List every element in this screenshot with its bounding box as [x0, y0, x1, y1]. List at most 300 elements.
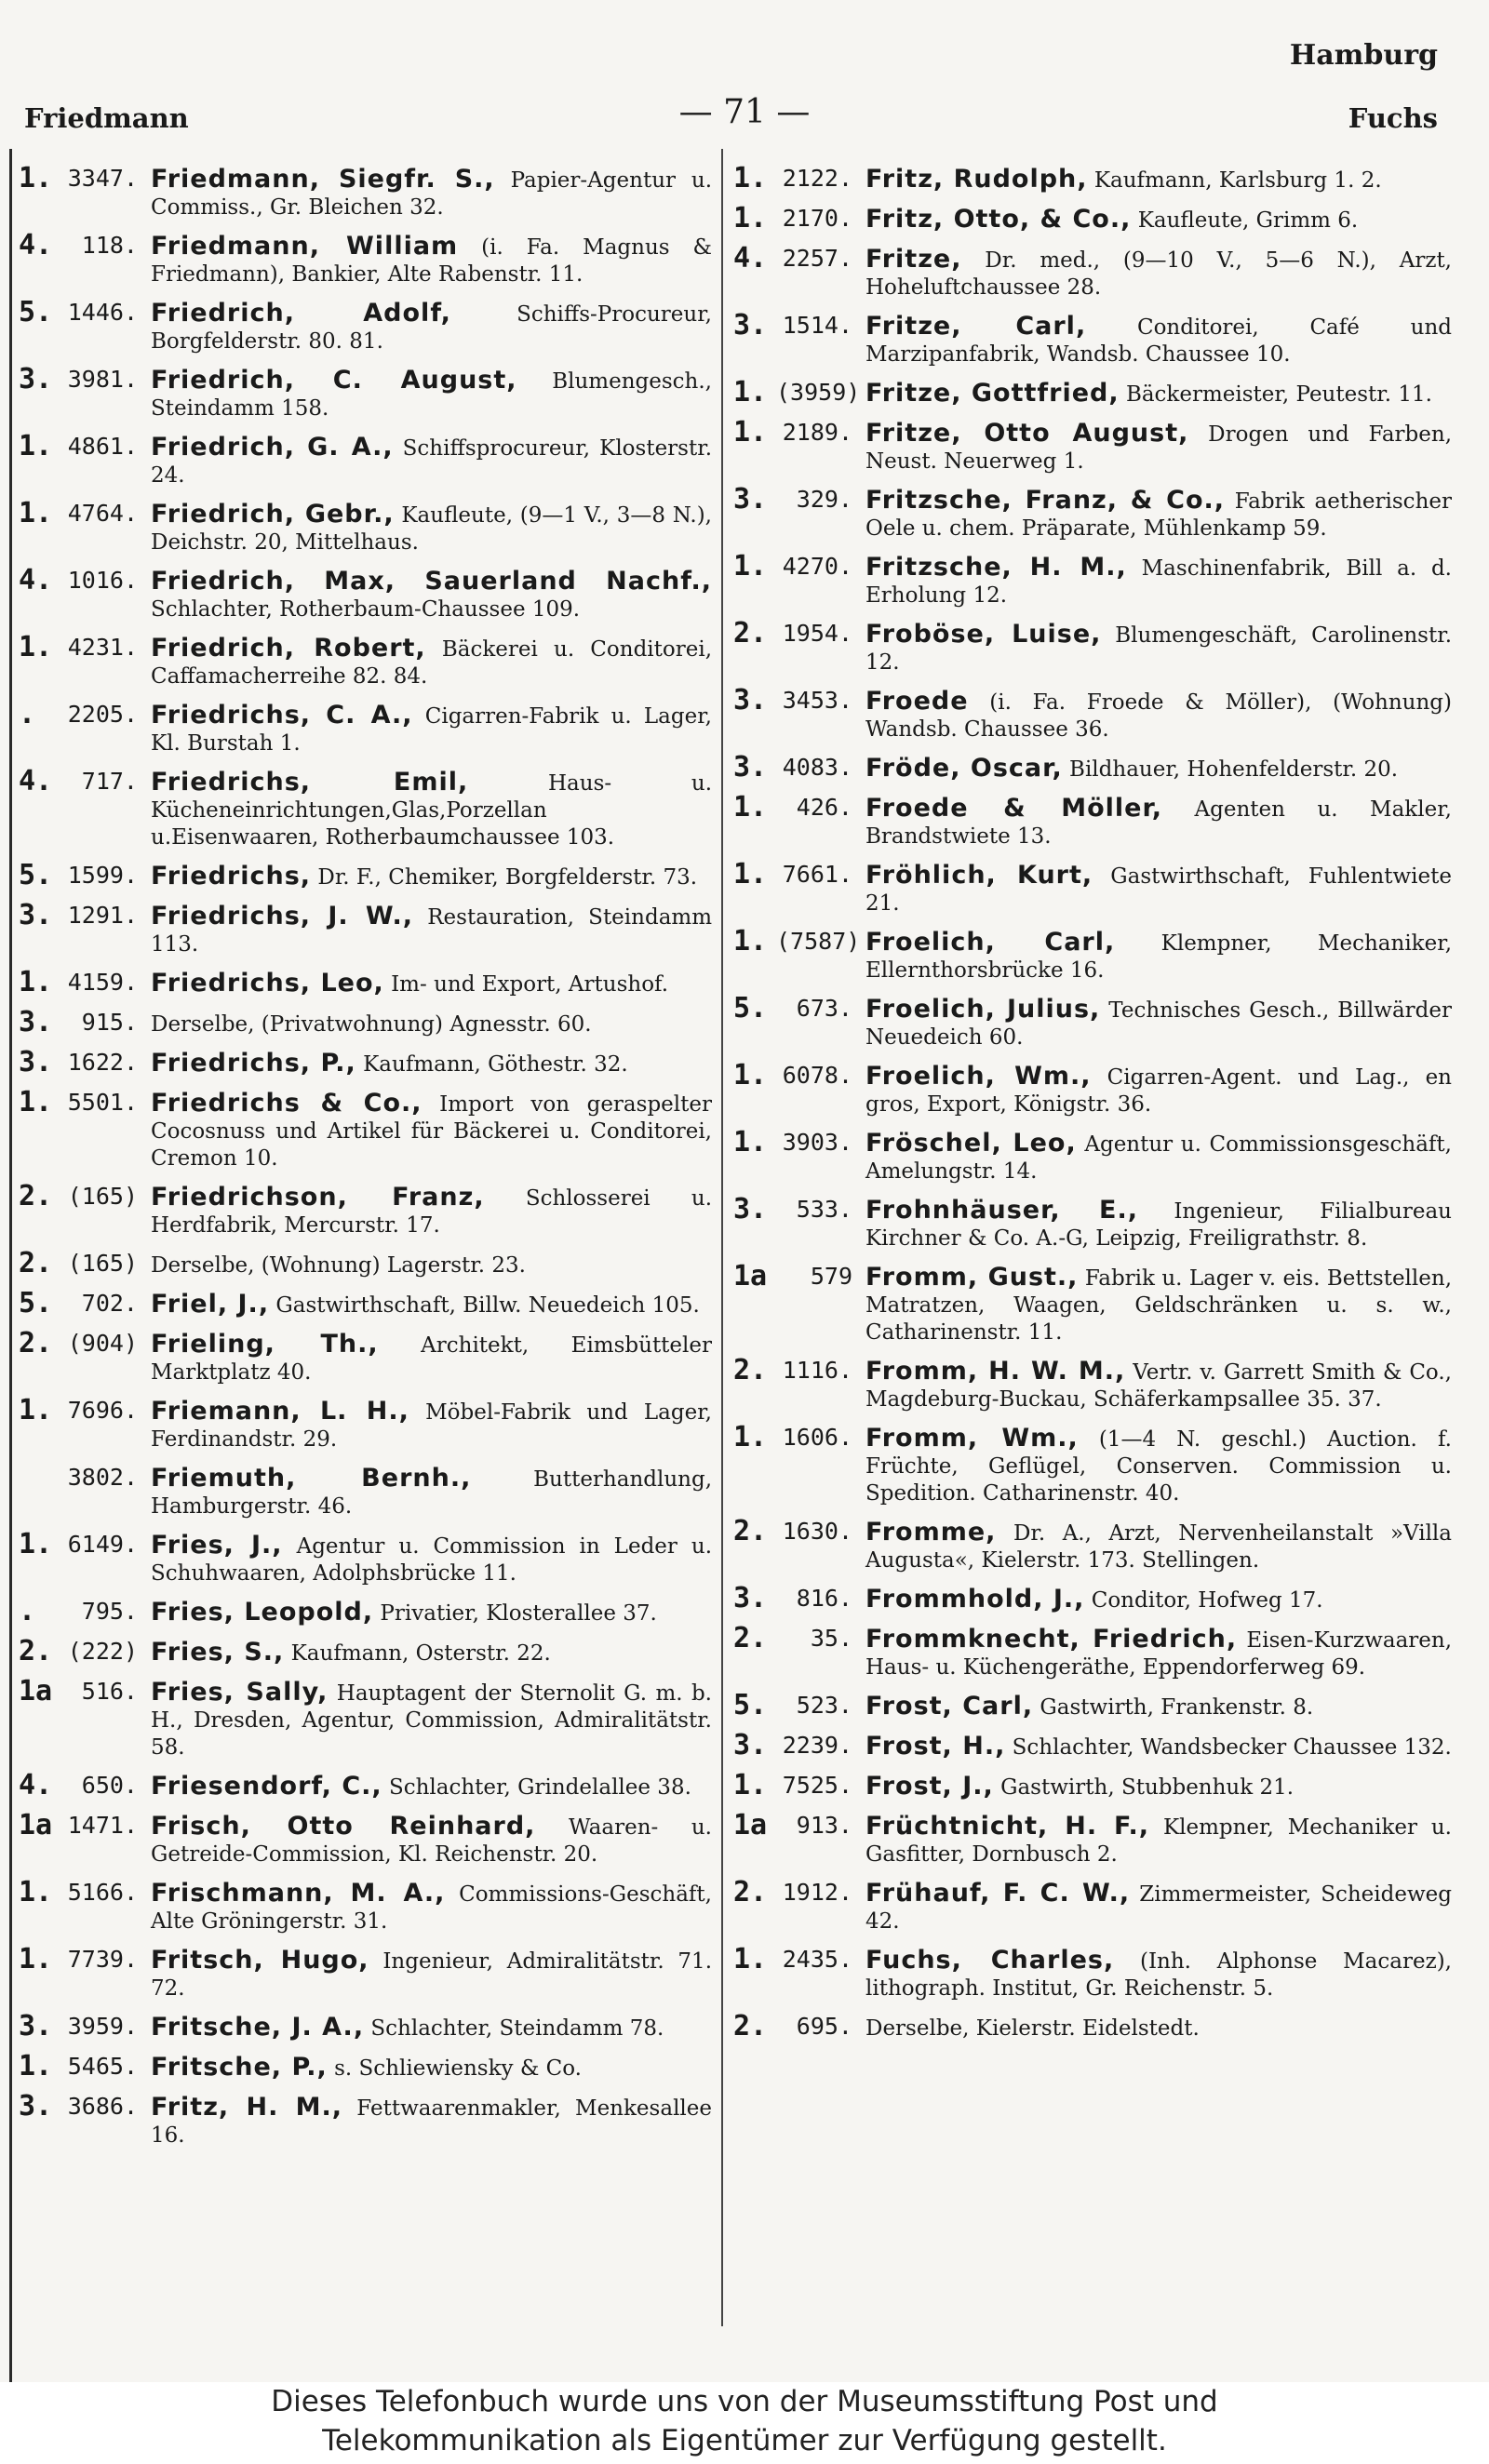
- phone-number: 1116.: [782, 1357, 852, 1384]
- entry-text: [151, 230, 712, 288]
- directory-entry: [733, 377, 1452, 408]
- directory-entry: [19, 766, 712, 851]
- entry-text: [865, 1060, 1452, 1118]
- entry-text: [865, 163, 1452, 194]
- exchange-zone: 2.: [733, 2010, 768, 2042]
- subscriber-name: Friedmann, Siegfr. S.,: [151, 165, 495, 194]
- directory-entry: [19, 1007, 712, 1038]
- exchange-zone: .: [19, 1595, 36, 1627]
- subscriber-details: Bildhauer, Hohenfelderstr. 20.: [1069, 757, 1399, 782]
- exchange-zone: 4.: [19, 1769, 53, 1801]
- phone-number: 7525.: [782, 1772, 852, 1799]
- directory-entry: [733, 618, 1452, 676]
- subscriber-name: Fuchs, Charles,: [865, 1946, 1115, 1975]
- phone-number: (222): [67, 1638, 138, 1665]
- subscriber-details: Möbel-Fabrik und Lager, Ferdinandstr. 29.: [151, 1400, 712, 1452]
- directory-entry: [19, 1047, 712, 1078]
- phone-number: 1599.: [67, 862, 138, 889]
- phone-number: 3959.: [67, 2013, 138, 2040]
- entry-text: [151, 632, 712, 690]
- directory-entry: [733, 1770, 1452, 1801]
- phone-number: 816.: [796, 1585, 852, 1612]
- phone-number: 1016.: [67, 567, 138, 594]
- entry-text: [151, 1087, 712, 1172]
- city-header: Hamburg: [1289, 39, 1438, 72]
- entry-text: [865, 1422, 1452, 1507]
- subscriber-name: Fritsch, Hugo,: [151, 1946, 369, 1975]
- subscriber-details: Fabrik aetherischer Oele u. chem. Präparate, Mühlenkamp 59.: [865, 489, 1452, 541]
- subscriber-details: Kaufmann, Karlsburg 1. 2.: [1093, 168, 1382, 193]
- entry-text: [865, 484, 1452, 542]
- phone-number: (165): [67, 1250, 138, 1277]
- exchange-zone: 3.: [733, 1193, 768, 1225]
- entry-text: [865, 1194, 1452, 1252]
- subscriber-name: Froelich, Wm.,: [865, 1062, 1092, 1091]
- subscriber-name: Fritze, Otto August,: [865, 419, 1189, 448]
- subscriber-name: Froede & Möller,: [865, 794, 1163, 823]
- subscriber-details: Privatier, Klosterallee 37.: [380, 1601, 657, 1626]
- exchange-zone: 2.: [19, 1635, 53, 1667]
- directory-entry: [733, 926, 1452, 984]
- exchange-zone: 3.: [733, 1582, 768, 1614]
- entry-text: [865, 203, 1452, 234]
- subscriber-name: Fries, Leopold,: [151, 1598, 374, 1627]
- phone-number: 2205.: [67, 701, 138, 728]
- entry-text: [865, 1770, 1452, 1801]
- right-column: [733, 163, 1452, 2051]
- entry-text: [865, 2011, 1452, 2042]
- phone-number: 2122.: [782, 165, 852, 192]
- phone-number: (904): [67, 1330, 138, 1357]
- exchange-zone: 1.: [733, 162, 768, 194]
- subscriber-name: Frisch, Otto Reinhard,: [151, 1812, 536, 1841]
- subscriber-details: Agenten u. Makler, Brandstwiete 13.: [865, 797, 1452, 849]
- directory-entry: [19, 1462, 712, 1520]
- entry-text: [865, 752, 1452, 783]
- subscriber-details: Kaufmann, Osterstr. 22.: [290, 1641, 551, 1666]
- phone-number: 1954.: [782, 620, 852, 647]
- exchange-zone: 3.: [19, 2010, 53, 2042]
- subscriber-details: Architekt, Eimsbütteler Marktplatz 40.: [151, 1333, 713, 1385]
- exchange-zone: 1.: [19, 966, 53, 998]
- exchange-zone: 3.: [733, 684, 768, 716]
- entry-text: [151, 1007, 712, 1038]
- directory-entry: [733, 1944, 1452, 2002]
- entry-text: [865, 1623, 1452, 1681]
- directory-entry: [19, 1877, 712, 1935]
- subscriber-details: Klempner, Mechaniker, Ellernthorsbrücke 16.: [865, 931, 1453, 983]
- subscriber-name: Fröschel, Leo,: [865, 1129, 1077, 1158]
- directory-entry: [733, 1194, 1452, 1252]
- phone-number: 4861.: [67, 433, 138, 460]
- exchange-zone: 5.: [19, 296, 53, 328]
- entry-text: [151, 1288, 712, 1319]
- entry-text: [865, 310, 1452, 368]
- subscriber-name: Fritz, Otto, & Co.,: [865, 205, 1132, 234]
- exchange-zone: 4.: [19, 229, 53, 261]
- entry-text: [151, 1676, 712, 1761]
- subscriber-name: Froböse, Luise,: [865, 620, 1102, 649]
- phone-number: 5465.: [67, 2053, 138, 2080]
- entry-text: [865, 243, 1452, 301]
- subscriber-details: (1—4 N. geschl.) Auction. f. Früchte, Geflügel, Conserven. Commission u. Spedition. Catharinenstr. 40.: [865, 1427, 1452, 1506]
- exchange-zone: 1.: [733, 1126, 768, 1158]
- subscriber-name: Frost, H.,: [865, 1732, 1006, 1761]
- subscriber-name: Fritze,: [865, 245, 962, 274]
- subscriber-details: Butterhandlung, Hamburgerstr. 46.: [151, 1467, 713, 1519]
- entry-text: [865, 1355, 1452, 1413]
- subscriber-name: Friedrichs, P.,: [151, 1049, 356, 1078]
- exchange-zone: 1.: [19, 631, 53, 663]
- page-number: — 71 —: [678, 93, 811, 131]
- entry-text: [151, 565, 712, 623]
- subscriber-details: Conditor, Hofweg 17.: [1091, 1588, 1323, 1613]
- directory-entry: [733, 2011, 1452, 2042]
- subscriber-details: Maschinenfabrik, Bill a. d. Erholung 12.: [865, 556, 1452, 608]
- phone-number: 2239.: [782, 1732, 852, 1759]
- subscriber-details: Schlachter, Steindamm 78.: [370, 2016, 664, 2041]
- directory-entry: [19, 163, 712, 221]
- directory-entry: [733, 551, 1452, 609]
- exchange-zone: 2.: [733, 1515, 768, 1547]
- phone-number: 650.: [81, 1772, 138, 1799]
- subscriber-details: (Inh. Alphonse Macarez), lithograph. Institut, Gr. Reichenstr. 5.: [865, 1949, 1452, 2001]
- phone-number: 533.: [796, 1196, 852, 1223]
- subscriber-details: Bäckerei u. Conditorei, Caffamacherreihe 82. 84.: [151, 637, 713, 689]
- exchange-zone: 1a: [19, 1809, 53, 1841]
- directory-entry: [19, 1636, 712, 1667]
- phone-number: 329.: [796, 486, 852, 513]
- subscriber-name: Friemann, L. H.,: [151, 1397, 409, 1426]
- subscriber-name: Friedrich, G. A.,: [151, 433, 394, 462]
- subscriber-details: Cigarren-Fabrik u. Lager, Kl. Burstah 1.: [151, 704, 712, 756]
- exchange-zone: 3.: [19, 899, 53, 931]
- subscriber-name: Friedrichs, C. A.,: [151, 701, 413, 730]
- subscriber-name: Friedrich, Gebr.,: [151, 500, 395, 529]
- directory-entry: [733, 163, 1452, 194]
- subscriber-name: Friedrich, Robert,: [151, 634, 426, 663]
- subscriber-details: Eisen-Kurzwaaren, Haus- u. Küchengeräthe, Eppendorferweg 69.: [865, 1628, 1453, 1680]
- left-column: [19, 163, 712, 2158]
- phone-number: 426.: [796, 794, 852, 821]
- exchange-zone: 1.: [733, 1421, 768, 1453]
- exchange-zone: 5.: [733, 1689, 768, 1721]
- phone-number: 2170.: [782, 205, 852, 232]
- directory-entry: [733, 1690, 1452, 1721]
- directory-entry: [19, 1529, 712, 1587]
- phone-number: 523.: [796, 1692, 852, 1719]
- subscriber-details: Commissions-Geschäft, Alte Gröningerstr. 31.: [151, 1882, 712, 1934]
- directory-entry: [19, 1248, 712, 1279]
- directory-entry: [733, 1060, 1452, 1118]
- subscriber-name: Fritzsche, H. M.,: [865, 553, 1127, 582]
- entry-text: [865, 1583, 1452, 1614]
- subscriber-details: Hauptagent der Sternolit G. m. b. H., Dresden, Agentur, Commission, Admiralitätstr. 58.: [151, 1681, 712, 1760]
- subscriber-name: Friedrichs,: [151, 862, 312, 891]
- subscriber-details: Waaren- u. Getreide-Commission, Kl. Reichenstr. 20.: [151, 1815, 712, 1867]
- directory-entry: [19, 230, 712, 288]
- phone-number: 1291.: [67, 902, 138, 929]
- phone-number: 702.: [81, 1290, 138, 1317]
- phone-number: 118.: [81, 232, 138, 259]
- footer-notice: [0, 2382, 1489, 2464]
- directory-entry: [733, 417, 1452, 475]
- phone-number: 4764.: [67, 500, 138, 527]
- subscriber-details: Schlachter, Grindelallee 38.: [388, 1775, 691, 1800]
- directory-entry: [19, 1328, 712, 1386]
- entry-text: [865, 618, 1452, 676]
- phone-number: 2435.: [782, 1946, 852, 1973]
- subscriber-name: Fröde, Oscar,: [865, 754, 1063, 783]
- entry-text: [151, 1462, 712, 1520]
- exchange-zone: 1.: [19, 1528, 53, 1560]
- directory-entry: [733, 993, 1452, 1051]
- subscriber-details: Derselbe, Kielerstr. Eidelstedt.: [865, 2016, 1200, 2041]
- phone-number: 3802.: [67, 1464, 138, 1491]
- directory-entry: [19, 2091, 712, 2149]
- directory-entry: [733, 1583, 1452, 1614]
- entry-text: [151, 1944, 712, 2002]
- directory-entry: [19, 1810, 712, 1868]
- subscriber-details: Schlosserei u. Herdfabrik, Mercurstr. 17.: [151, 1186, 713, 1238]
- entry-text: [151, 860, 712, 891]
- directory-entry: [733, 1127, 1452, 1185]
- directory-entry: [19, 967, 712, 998]
- subscriber-details: Import von geraspelter Cocosnuss und Artikel für Bäckerei u. Conditorei, Cremon 10.: [151, 1092, 712, 1171]
- directory-entry: [733, 1730, 1452, 1761]
- phone-number: 3453.: [782, 687, 852, 714]
- entry-text: [865, 1810, 1452, 1868]
- phone-number: 7661.: [782, 861, 852, 888]
- subscriber-details: Gastwirthschaft, Billw. Neuedeich 105.: [275, 1293, 700, 1318]
- exchange-zone: 1.: [733, 791, 768, 824]
- directory-entry: [19, 565, 712, 623]
- exchange-zone: 1.: [19, 1943, 53, 1975]
- exchange-zone: 2.: [733, 1876, 768, 1908]
- exchange-zone: 2.: [733, 1354, 768, 1386]
- phone-number: 579: [810, 1263, 852, 1290]
- directory-entry: [19, 860, 712, 891]
- subscriber-name: Friel, J.,: [151, 1290, 270, 1319]
- subscriber-details: Zimmermeister, Scheideweg 42.: [865, 1882, 1452, 1934]
- entry-text: [151, 1047, 712, 1078]
- entry-text: [865, 1127, 1452, 1185]
- exchange-zone: 2.: [19, 1247, 53, 1279]
- entry-text: [151, 1529, 712, 1587]
- entry-text: [151, 699, 712, 757]
- phone-number: 1471.: [67, 1812, 138, 1839]
- entry-text: [151, 766, 712, 851]
- subscriber-details: Dr. F., Chemiker, Borgfelderstr. 73.: [317, 865, 698, 890]
- subscriber-name: Fromm, Wm.,: [865, 1424, 1079, 1453]
- subscriber-details: Kaufmann, Göthestr. 32.: [363, 1052, 628, 1077]
- subscriber-name: Fritze, Gottfried,: [865, 379, 1120, 408]
- subscriber-details: Gastwirthschaft, Fuhlentwiete 21.: [865, 864, 1452, 916]
- entry-text: [151, 1596, 712, 1627]
- subscriber-name: Frischmann, M. A.,: [151, 1879, 446, 1908]
- exchange-zone: 1.: [733, 550, 768, 583]
- subscriber-name: Frost, Carl,: [865, 1692, 1034, 1721]
- exchange-zone: 3.: [733, 1729, 768, 1761]
- phone-number: 717.: [81, 768, 138, 795]
- entry-text: [151, 2051, 712, 2082]
- subscriber-name: Friedmann, William: [151, 232, 459, 261]
- entry-text: [865, 1261, 1452, 1346]
- exchange-zone: 2.: [733, 1622, 768, 1654]
- entry-text: [151, 1877, 712, 1935]
- phone-number: 4270.: [782, 553, 852, 580]
- subscriber-name: Frommhold, J.,: [865, 1585, 1085, 1614]
- exchange-zone: 3.: [733, 483, 768, 516]
- subscriber-details: (i. Fa. Magnus & Friedmann), Bankier, Alte Rabenstr. 11.: [151, 235, 712, 287]
- entry-text: [865, 926, 1452, 984]
- directory-entry: [733, 792, 1452, 850]
- exchange-zone: 1a: [733, 1809, 768, 1841]
- phone-number: 913.: [796, 1812, 852, 1839]
- directory-entry: [19, 632, 712, 690]
- phone-number: 673.: [796, 995, 852, 1022]
- subscriber-name: Frost, J.,: [865, 1772, 994, 1801]
- phone-number: 915.: [81, 1009, 138, 1036]
- exchange-zone: 3.: [19, 2090, 53, 2123]
- subscriber-details: Restauration, Steindamm 113.: [151, 905, 713, 957]
- entry-text: [151, 431, 712, 489]
- entry-text: [151, 2091, 712, 2149]
- subscriber-details: Dr. A., Arzt, Nervenheilanstalt »Villa Augusta«, Kielerstr. 173. Stellingen.: [865, 1521, 1452, 1573]
- subscriber-name: Fritz, Rudolph,: [865, 165, 1088, 194]
- phone-number: (165): [67, 1183, 138, 1210]
- phone-number: 1912.: [782, 1879, 852, 1906]
- directory-entry: [19, 498, 712, 556]
- exchange-zone: 3.: [733, 309, 768, 341]
- exchange-zone: 4.: [733, 242, 768, 275]
- entry-text: [151, 297, 712, 355]
- subscriber-name: Friedrich, Max, Sauerland Nachf.,: [151, 567, 712, 596]
- phone-number: 5166.: [67, 1879, 138, 1906]
- phone-number: 7696.: [67, 1397, 138, 1424]
- subscriber-details: Fabrik u. Lager v. eis. Bettstellen, Matratzen, Waagen, Geldschränken u. s. w., Catharinenstr. 11.: [865, 1266, 1453, 1345]
- entry-text: [151, 1328, 712, 1386]
- subscriber-details: Im- und Export, Artushof.: [391, 972, 669, 997]
- subscriber-name: Froelich, Carl,: [865, 928, 1116, 957]
- phone-number: 1606.: [782, 1424, 852, 1451]
- directory-entry: [733, 203, 1452, 234]
- exchange-zone: 1.: [733, 1943, 768, 1975]
- exchange-zone: 5.: [19, 859, 53, 891]
- entry-text: [151, 967, 712, 998]
- exchange-zone: 1.: [733, 416, 768, 449]
- directory-entry: [733, 484, 1452, 542]
- subscriber-name: Friedrichs, Emil,: [151, 768, 469, 797]
- subscriber-details: Papier-Agentur u. Commiss., Gr. Bleichen 32.: [151, 168, 712, 220]
- subscriber-name: Fries, J.,: [151, 1531, 283, 1560]
- subscriber-details: s. Schliewiensky & Co.: [334, 2056, 582, 2081]
- directory-entry: [19, 1596, 712, 1627]
- phone-number: 695.: [796, 2013, 852, 2040]
- entry-text: [865, 859, 1452, 917]
- directory-entry: [19, 2011, 712, 2042]
- subscriber-details: Derselbe, (Wohnung) Lagerstr. 23.: [151, 1253, 526, 1278]
- subscriber-name: Friedrichs & Co.,: [151, 1089, 423, 1118]
- subscriber-details: Schlachter, Wandsbecker Chaussee 132.: [1012, 1735, 1452, 1760]
- directory-entry: [733, 1355, 1452, 1413]
- entry-text: [151, 2011, 712, 2042]
- subscriber-name: Friedrichs, Leo,: [151, 969, 384, 998]
- subscriber-name: Frohnhäuser, E.,: [865, 1196, 1139, 1225]
- subscriber-name: Friemuth, Bernh.,: [151, 1464, 472, 1493]
- entry-text: [865, 1730, 1452, 1761]
- subscriber-name: Früchtnicht, H. F.,: [865, 1812, 1150, 1841]
- subscriber-details: Agentur u. Commission in Leder u. Schuhwaaren, Adolphsbrücke 11.: [151, 1534, 713, 1586]
- first-entry-header: Friedmann: [24, 102, 189, 134]
- subscriber-name: Froede: [865, 687, 969, 716]
- subscriber-details: Agentur u. Commissionsgeschäft, Amelungstr. 14.: [865, 1132, 1452, 1184]
- entry-text: [151, 1810, 712, 1868]
- subscriber-name: Fries, S.,: [151, 1638, 285, 1667]
- subscriber-name: Fröhlich, Kurt,: [865, 861, 1093, 890]
- subscriber-name: Friedrich, Adolf,: [151, 299, 451, 328]
- entry-text: [865, 377, 1452, 408]
- exchange-zone: 4.: [19, 564, 53, 596]
- subscriber-details: Gastwirth, Stubbenhuk 21.: [1000, 1775, 1294, 1800]
- subscriber-name: Fromm, Gust.,: [865, 1263, 1079, 1292]
- subscriber-name: Fries, Sally,: [151, 1678, 329, 1707]
- entry-text: [151, 1636, 712, 1667]
- subscriber-name: Fritz, H. M.,: [151, 2093, 343, 2122]
- subscriber-name: Fritsche, J. A.,: [151, 2013, 365, 2042]
- directory-entry: [19, 2051, 712, 2082]
- exchange-zone: 1.: [19, 430, 53, 462]
- entry-text: [865, 1516, 1452, 1574]
- phone-number: 35.: [810, 1625, 852, 1652]
- directory-entry: [733, 752, 1452, 783]
- last-entry-header: Fuchs: [1348, 102, 1438, 134]
- subscriber-name: Frommknecht, Friedrich,: [865, 1625, 1238, 1654]
- subscriber-name: Friedrich, C. August,: [151, 366, 517, 395]
- subscriber-name: Fritsche, P.,: [151, 2053, 328, 2082]
- exchange-zone: 1.: [19, 1086, 53, 1118]
- subscriber-name: Froelich, Julius,: [865, 995, 1101, 1024]
- entry-text: [151, 1770, 712, 1801]
- subscriber-details: Kaufleute, Grimm 6.: [1137, 208, 1359, 233]
- phone-number: 3686.: [67, 2093, 138, 2120]
- directory-entry: [19, 1944, 712, 2002]
- phone-number: 2257.: [782, 245, 852, 272]
- exchange-zone: 5.: [19, 1287, 53, 1319]
- phone-number: 6149.: [67, 1531, 138, 1558]
- directory-entry: [19, 431, 712, 489]
- subscriber-details: Technisches Gesch., Billwärder Neuedeich 60.: [865, 998, 1452, 1050]
- phone-number: 2189.: [782, 419, 852, 446]
- phone-number: 4231.: [67, 634, 138, 661]
- entry-text: [865, 1877, 1452, 1935]
- exchange-zone: 3.: [733, 751, 768, 783]
- subscriber-details: Vertr. v. Garrett Smith & Co., Magdeburg-Buckau, Schäferkampsallee 35. 37.: [865, 1360, 1452, 1412]
- directory-entry: [733, 243, 1452, 301]
- phone-number: (3959): [776, 379, 861, 406]
- subscriber-details: Schiffs-Procureur, Borgfelderstr. 80. 81.: [151, 302, 712, 354]
- entry-text: [151, 1181, 712, 1239]
- subscriber-details: Schlachter, Rotherbaum-Chaussee 109.: [151, 597, 581, 622]
- phone-number: 1630.: [782, 1518, 852, 1545]
- exchange-zone: 1.: [733, 376, 768, 408]
- entry-text: [865, 551, 1452, 609]
- directory-entry: [733, 1623, 1452, 1681]
- entry-text: [865, 1690, 1452, 1721]
- phone-number: 4083.: [782, 754, 852, 781]
- subscriber-name: Friedrichs, J. W.,: [151, 902, 414, 931]
- exchange-zone: 5.: [733, 992, 768, 1024]
